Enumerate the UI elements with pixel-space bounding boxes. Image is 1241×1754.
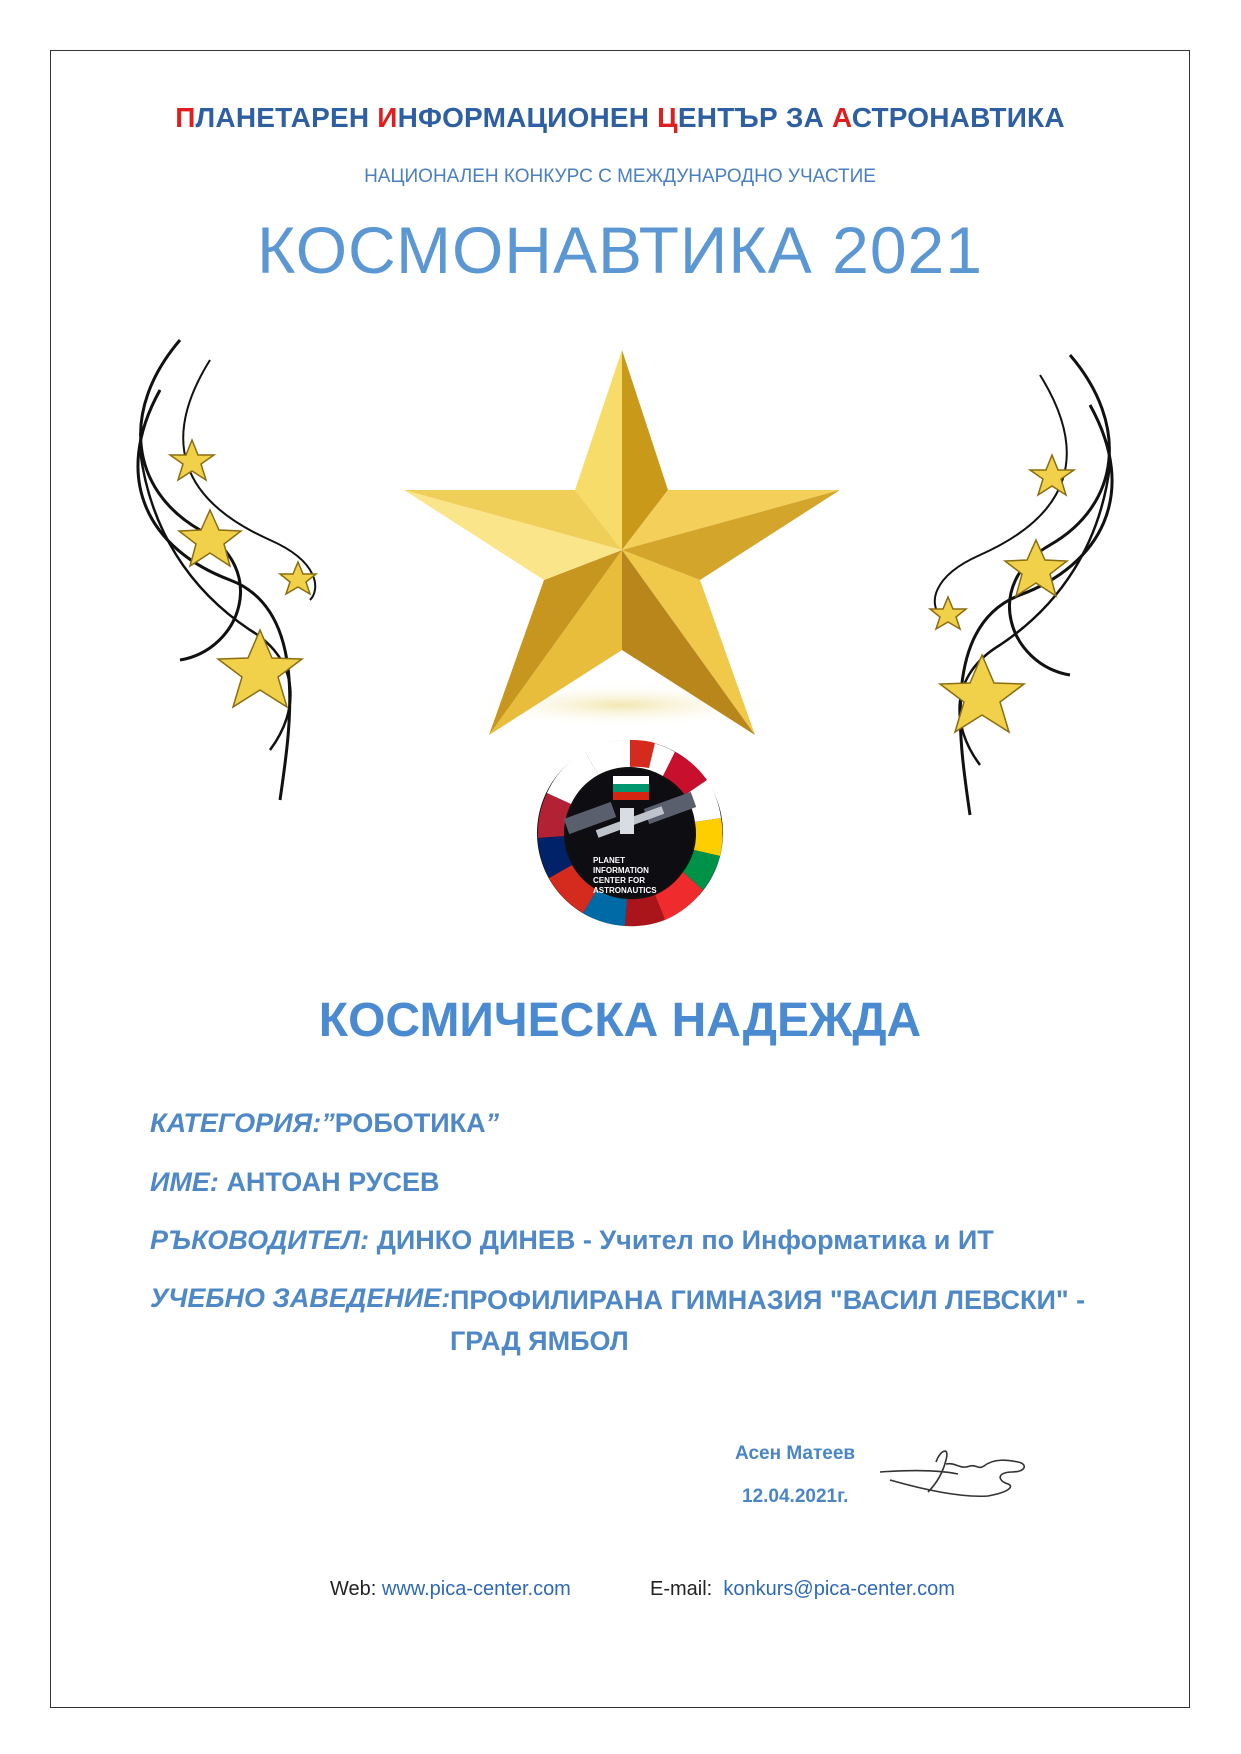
school-row xyxy=(150,1283,450,1314)
category-label: КАТЕГОРИЯ:” xyxy=(150,1108,335,1138)
name-label: ИМЕ: xyxy=(150,1167,219,1197)
name-row xyxy=(150,1167,440,1198)
left-swirl-decoration xyxy=(120,330,350,810)
email-label: E-mail: xyxy=(650,1578,713,1600)
handwritten-signature xyxy=(878,1440,1038,1510)
org-word-4: СТРОНАВТИКА xyxy=(851,102,1065,133)
category-value: РОБОТИКА xyxy=(334,1108,486,1138)
email-link[interactable]: konkurs@pica-center.com xyxy=(723,1578,955,1600)
mentor-value: ДИНКО ДИНЕВ - Учител по Информатика и ИТ xyxy=(376,1225,994,1255)
org-word-2: НФОРМАЦИОНЕН xyxy=(397,102,658,133)
award-title: КОСМИЧЕСКА НАДЕЖДА xyxy=(318,994,922,1047)
org-word-1: ЛАНЕТАРЕН xyxy=(195,102,378,133)
org-initial-4: А xyxy=(831,102,852,133)
pica-logo xyxy=(535,738,725,928)
contest-title: КОСМОНАВТИКА 2021 xyxy=(257,213,983,287)
footer-web xyxy=(330,1578,571,1601)
footer-email xyxy=(650,1578,955,1601)
logo-line-3: CENTER FOR xyxy=(593,876,645,885)
org-initial-1: П xyxy=(175,102,196,133)
category-close-quote: ” xyxy=(485,1108,500,1138)
large-star-icon xyxy=(940,655,1024,732)
school-value-line-2 xyxy=(450,1326,629,1357)
tiny-star-icon xyxy=(280,562,316,594)
logo-line-4: ASTRONAUTICS xyxy=(593,886,657,895)
org-word-3: ЕНТЪР ЗА xyxy=(677,102,832,133)
right-swirl-decoration xyxy=(900,345,1130,825)
contest-subtitle: НАЦИОНАЛЕН КОНКУРС С МЕЖДУНАРОДНО УЧАСТИЕ xyxy=(364,166,876,187)
gold-star-icon xyxy=(400,340,840,740)
signature-date: 12.04.2021г. xyxy=(742,1486,849,1507)
web-link[interactable]: www.pica-center.com xyxy=(381,1578,571,1600)
signatory-name: Асен Матеев xyxy=(735,1443,856,1464)
school-value-line-1 xyxy=(450,1285,1085,1316)
mentor-row xyxy=(150,1225,994,1256)
mentor-label: РЪКОВОДИТЕЛ: xyxy=(150,1225,370,1255)
school-value-1: ПРОФИЛИРАНА ГИМНАЗИЯ "ВАСИЛ ЛЕВСКИ" - xyxy=(450,1285,1086,1315)
org-initial-2: И xyxy=(377,102,398,133)
category-row xyxy=(150,1108,499,1139)
web-label: Web: xyxy=(330,1578,377,1600)
logo-line-1: PLANET xyxy=(593,856,625,865)
name-value: АНТОАН РУСЕВ xyxy=(226,1167,440,1197)
org-initial-3: Ц xyxy=(657,102,678,133)
organization-title xyxy=(50,102,1190,134)
school-value-2: ГРАД ЯМБОЛ xyxy=(450,1326,629,1356)
school-label: УЧЕБНО ЗАВЕДЕНИЕ: xyxy=(150,1283,451,1313)
logo-line-2: INFORMATION xyxy=(593,866,649,875)
